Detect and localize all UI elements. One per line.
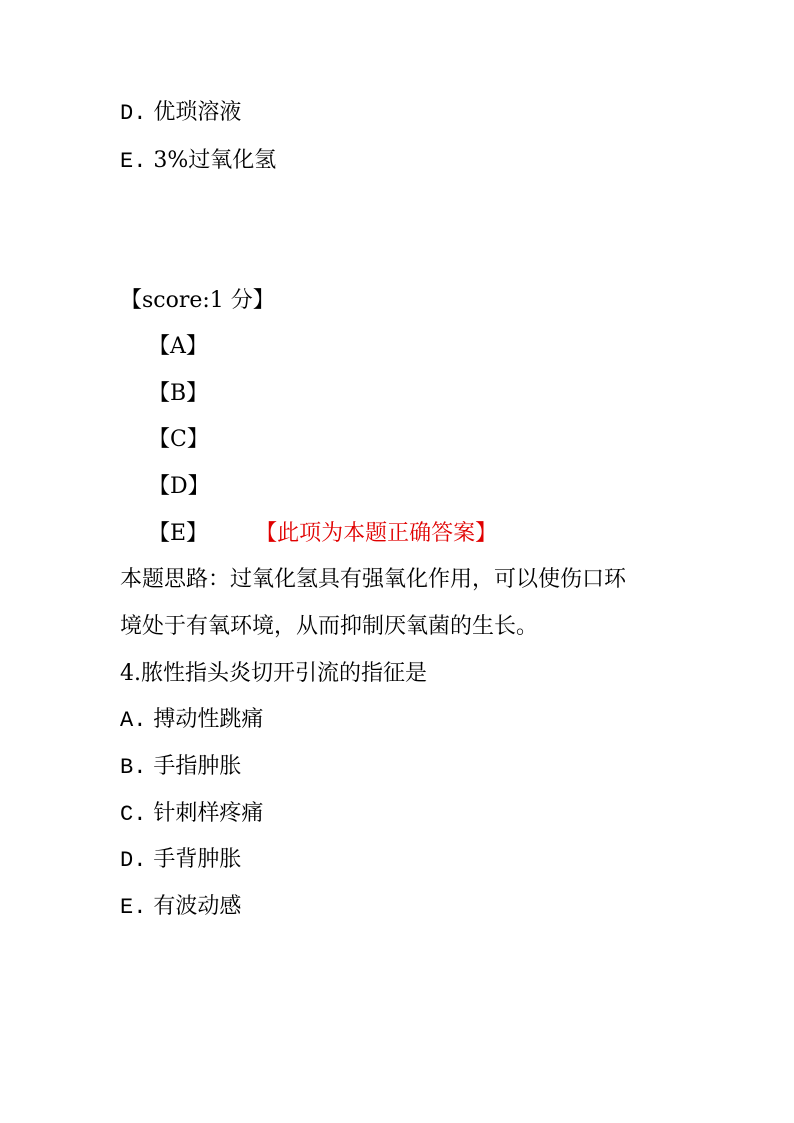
- option-text: 搏动性跳痛: [153, 707, 264, 732]
- question-option-c: [120, 800, 263, 829]
- question-option-e: [120, 893, 241, 922]
- answer-choice-b: 【B】: [148, 381, 209, 406]
- prev-option-d: [120, 99, 241, 128]
- question-option-d: [120, 846, 241, 875]
- option-letter: A.: [120, 708, 147, 733]
- option-letter: C.: [120, 802, 147, 827]
- question-option-b: [120, 753, 241, 782]
- question-title: 4.脓性指头炎切开引流的指征是: [120, 661, 427, 686]
- option-text: 有波动感: [153, 894, 242, 919]
- option-letter: B.: [120, 755, 147, 780]
- option-letter: D.: [120, 101, 147, 126]
- option-text: 3%过氧化氢: [153, 148, 277, 173]
- explanation-line-2: 境处于有氧环境，从而抑制厌氧菌的生长。: [120, 614, 539, 639]
- option-text: 手背肿胀: [153, 847, 242, 872]
- option-text: 针刺样疼痛: [153, 801, 264, 826]
- answer-choice-e-row: [148, 520, 497, 548]
- score-label: 【score:1 分】: [120, 288, 275, 313]
- option-text: 优琐溶液: [153, 100, 242, 125]
- option-letter: E.: [120, 895, 147, 920]
- prev-option-e: [120, 147, 276, 176]
- option-letter: D.: [120, 848, 147, 873]
- option-text: 手指肿胀: [153, 754, 242, 779]
- answer-choice-a: 【A】: [148, 334, 208, 359]
- explanation-line-1: 本题思路：过氧化氢具有强氧化作用，可以使伤口环: [120, 567, 627, 592]
- answer-choice-c: 【C】: [148, 427, 209, 452]
- question-option-a: [120, 706, 263, 735]
- option-letter: E.: [120, 149, 147, 174]
- answer-choice-d: 【D】: [148, 474, 210, 499]
- answer-choice-e: 【E】: [148, 521, 209, 546]
- correct-answer-note: 【此项为本题正确答案】: [255, 521, 498, 546]
